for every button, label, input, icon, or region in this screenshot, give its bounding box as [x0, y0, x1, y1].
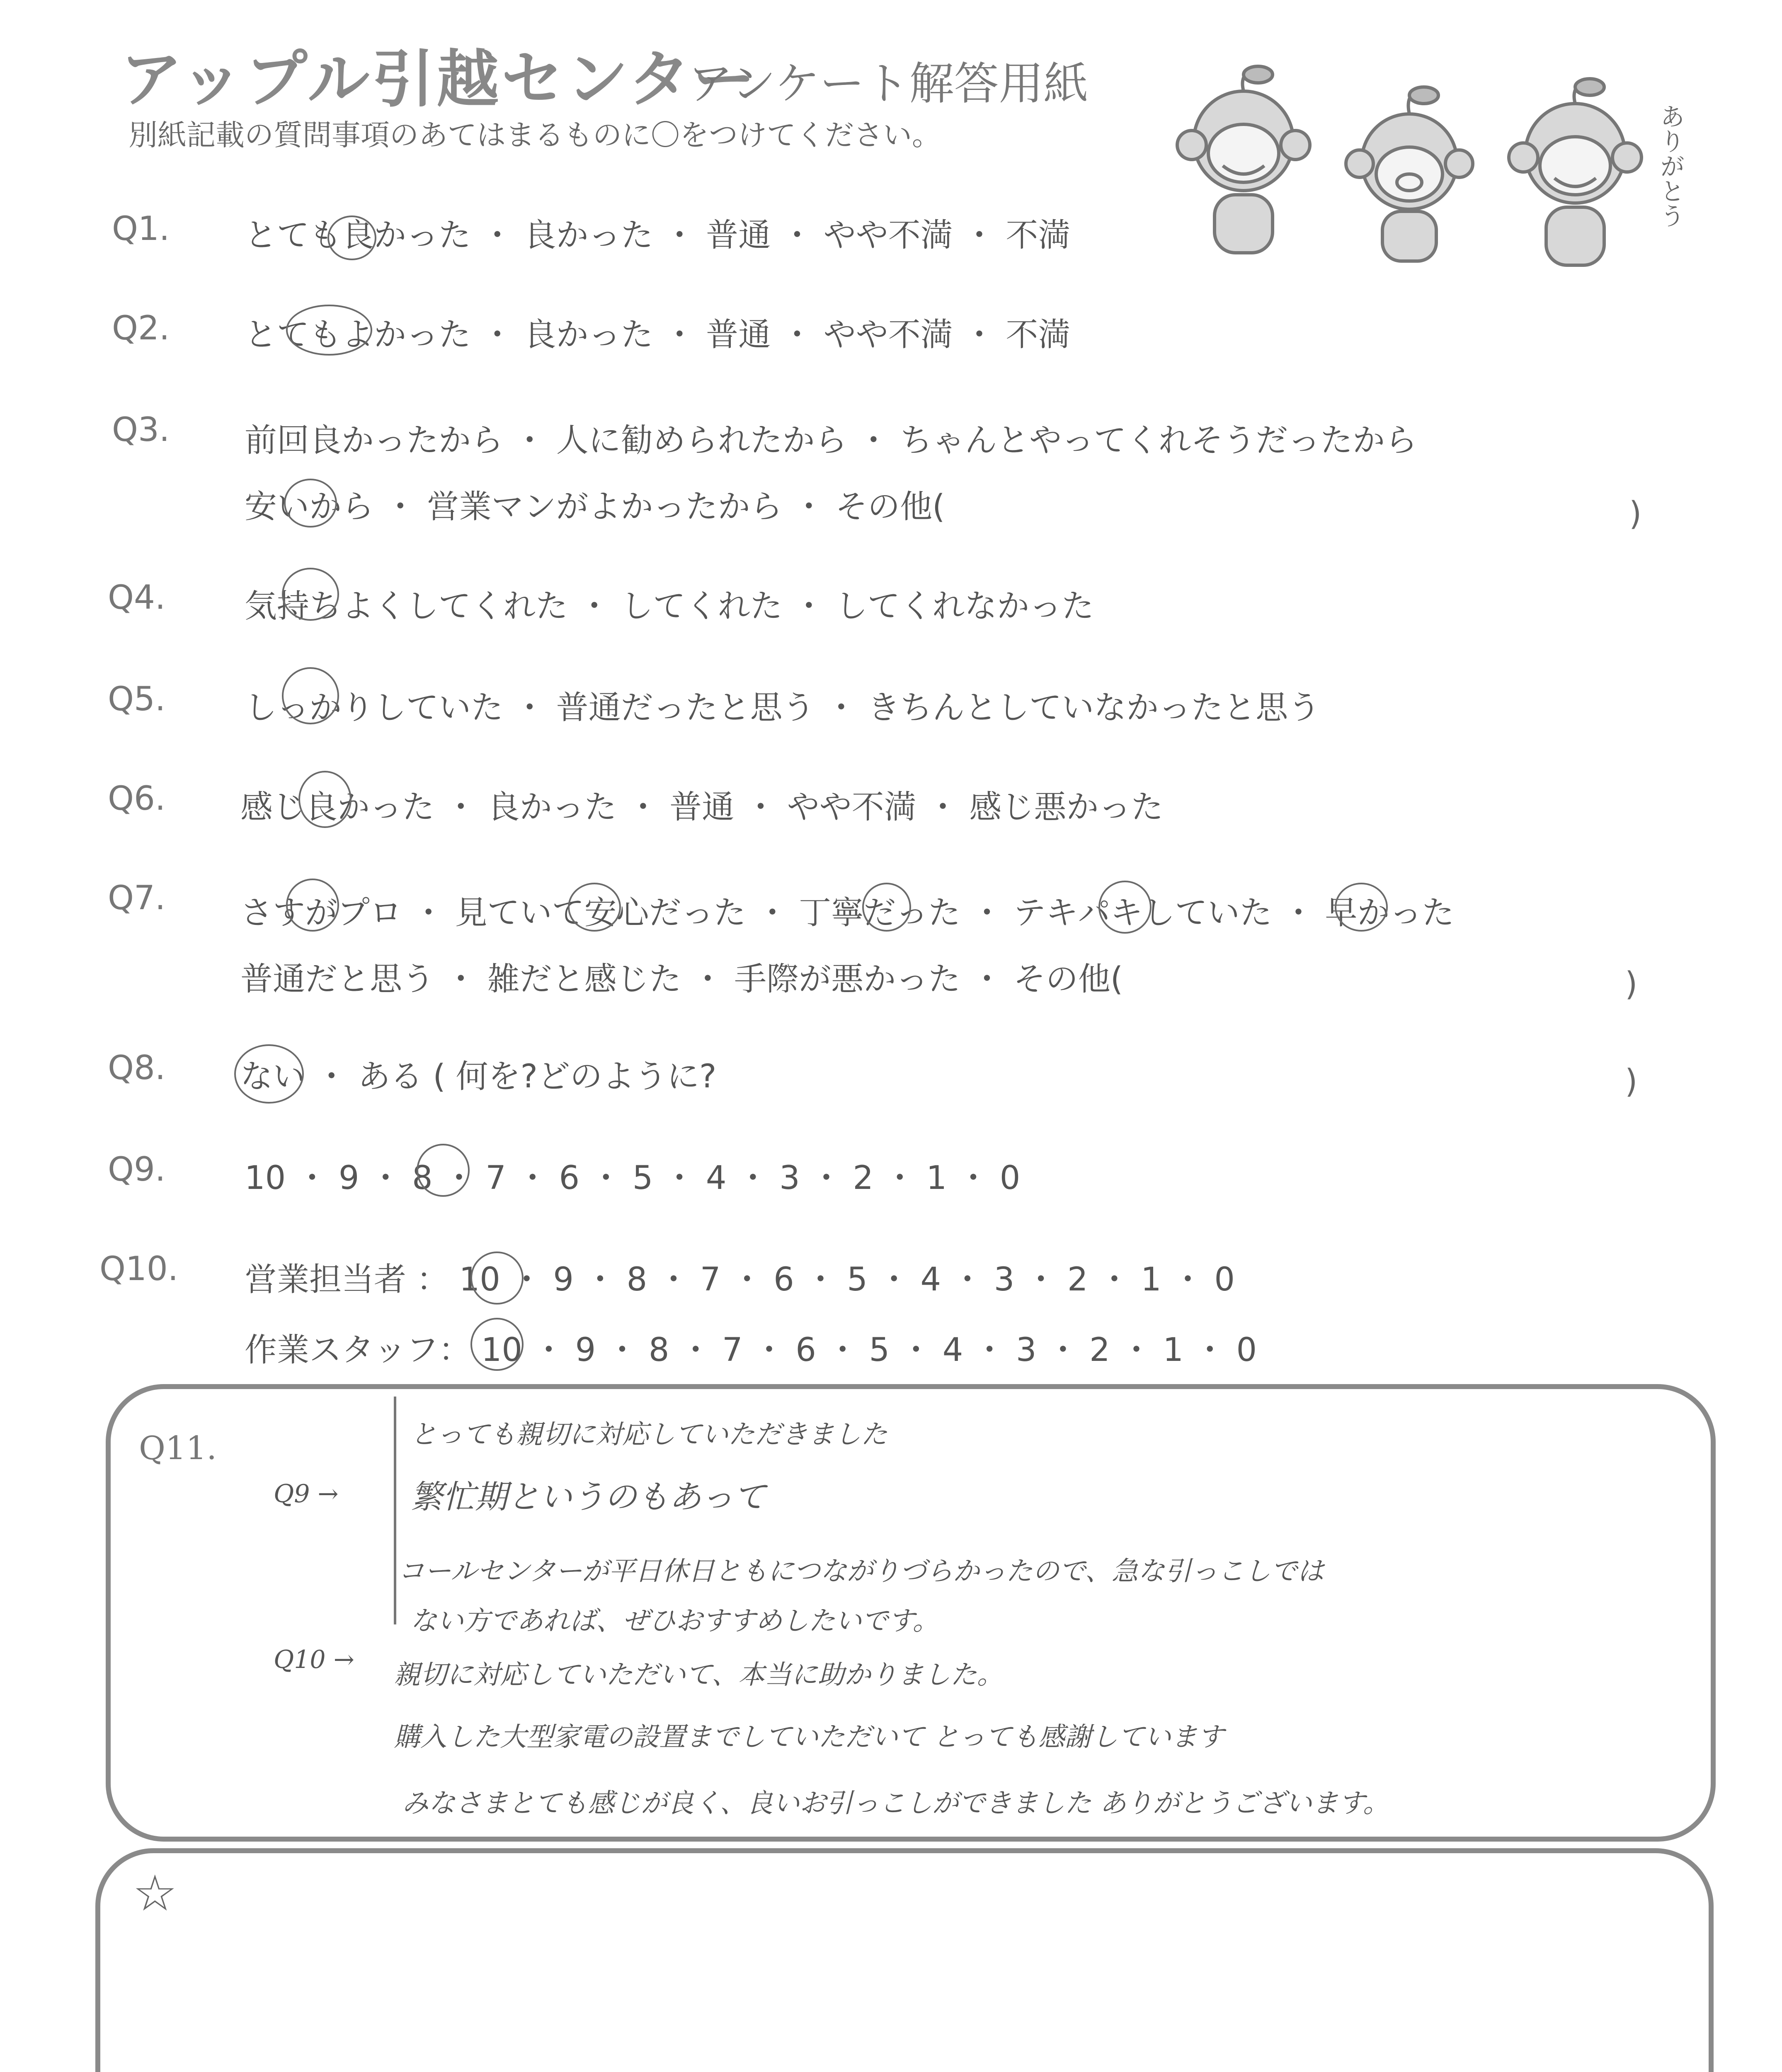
q7-circle-teinei [862, 883, 911, 932]
q3-number: Q3. [112, 410, 170, 449]
q7-options-line2[interactable]: 普通だと思う ・ 雑だと感じた ・ 手際が悪かった ・ その他( [240, 961, 1123, 998]
q11-comment-line: ない方であれば、ぜひおすすめしたいです。 [410, 1606, 939, 1636]
q4-number: Q4. [108, 578, 166, 617]
q3-options-line2[interactable]: 安いから ・ 営業マンがよかったから ・ その他( [245, 488, 945, 525]
monkey-mascots-illustration [1161, 62, 1700, 278]
q11-comment-line: 繁忙期というのもあって [410, 1479, 766, 1516]
q6-selected-circle [298, 771, 352, 828]
instructions: 別紙記載の質問事項のあてはまるものに〇をつけてください。 [128, 118, 941, 152]
q4-selected-circle [282, 568, 339, 621]
q7-circle-hayai [1335, 883, 1388, 932]
q7-options-line1[interactable]: さすがプロ ・ 見ていて安心だった ・ 丁寧だった ・ テキパキしていた ・ 早かった [240, 894, 1455, 932]
q9-number: Q9. [108, 1150, 166, 1188]
q7-circle-anshin [568, 883, 621, 932]
q9-scale[interactable]: 10 ・ 9 ・ 8 ・ 7 ・ 6 ・ 5 ・ 4 ・ 3 ・ 2 ・ 1 ・ 0 [245, 1159, 1021, 1197]
q11-comment-line: 購入した大型家電の設置までしていただいて とっても感謝しています [394, 1722, 1224, 1752]
q10-number: Q10. [99, 1249, 179, 1288]
q11-note-q10: Q10 → [274, 1645, 354, 1674]
q5-options[interactable]: しっかりしていた ・ 普通だったと思う ・ きちんとしていなかったと思う [245, 689, 1321, 726]
q7-circle-tekipaki [1098, 881, 1152, 934]
q7-other-close: ) [1625, 966, 1638, 1003]
q8-other-close: ) [1625, 1063, 1638, 1100]
page-title: アップル引越センター [120, 44, 758, 116]
q11-comment-line: みなさまとても感じが良く、良いお引っこしができました ありがとうございます。 [402, 1788, 1389, 1819]
q5-number: Q5. [108, 680, 166, 718]
q10-staff-circle [470, 1318, 524, 1371]
q2-selected-circle [286, 305, 372, 356]
mascot-caption: ありがとう [1656, 104, 1685, 228]
q8-number: Q8. [108, 1048, 166, 1087]
q2-options[interactable]: とてもよかった ・ 良かった ・ 普通 ・ やや不満 ・ 不満 [245, 316, 1071, 353]
q11-comment-line: 親切に対応していただいて、本当に助かりました。 [394, 1660, 1004, 1690]
q8-selected-circle [234, 1044, 304, 1104]
q10-sales-scale[interactable]: 営業担当者 ： 10 ・ 9 ・ 8 ・ 7 ・ 6 ・ 5 ・ 4 ・ 3 ・ 2 ・ 1 ・ 0 [245, 1261, 1235, 1298]
q8-options[interactable]: ない ・ ある ( 何を?どのように? [240, 1058, 717, 1095]
q1-selected-circle [327, 215, 376, 260]
q5-selected-circle [282, 667, 339, 724]
q10-sales-circle [470, 1251, 524, 1305]
q4-options[interactable]: 気持ちよくしてくれた ・ してくれた ・ してくれなかった [245, 588, 1094, 625]
q11-comment-line: とっても親切に対応していただきました [410, 1419, 887, 1450]
free-comment-box[interactable] [95, 1848, 1714, 2072]
q2-number: Q2. [112, 309, 170, 347]
q11-note-q9: Q9 → [274, 1479, 339, 1508]
q7-circle-pro [286, 879, 339, 932]
q10-staff-scale[interactable]: 作業スタッフ： 10 ・ 9 ・ 8 ・ 7 ・ 6 ・ 5 ・ 4 ・ 3 ・ 2 ・ 1 ・ 0 [245, 1331, 1257, 1369]
star-icon: ☆ [133, 1865, 177, 1922]
q6-number: Q6. [108, 779, 166, 818]
q7-number: Q7. [108, 879, 166, 917]
q3-other-close: ) [1629, 495, 1642, 533]
q3-selected-circle [284, 479, 337, 528]
q11-bracket [394, 1397, 396, 1624]
q1-options[interactable]: とても良かった ・ 良かった ・ 普通 ・ やや不満 ・ 不満 [245, 217, 1071, 254]
q11-label: Q11. [139, 1430, 217, 1467]
page-subtitle: アンケート解答用紙 [688, 58, 1089, 110]
q1-number: Q1. [112, 209, 170, 248]
q11-comment-line: コールセンターが平日休日ともにつながりづらかったので、急な引っこしでは [398, 1556, 1324, 1587]
q9-selected-circle [417, 1144, 470, 1197]
q6-options[interactable]: 感じ良かった ・ 良かった ・ 普通 ・ やや不満 ・ 感じ悪かった [240, 789, 1164, 826]
q3-options-line1[interactable]: 前回良かったから ・ 人に勧められたから ・ ちゃんとやってくれそうだったから [245, 422, 1418, 459]
